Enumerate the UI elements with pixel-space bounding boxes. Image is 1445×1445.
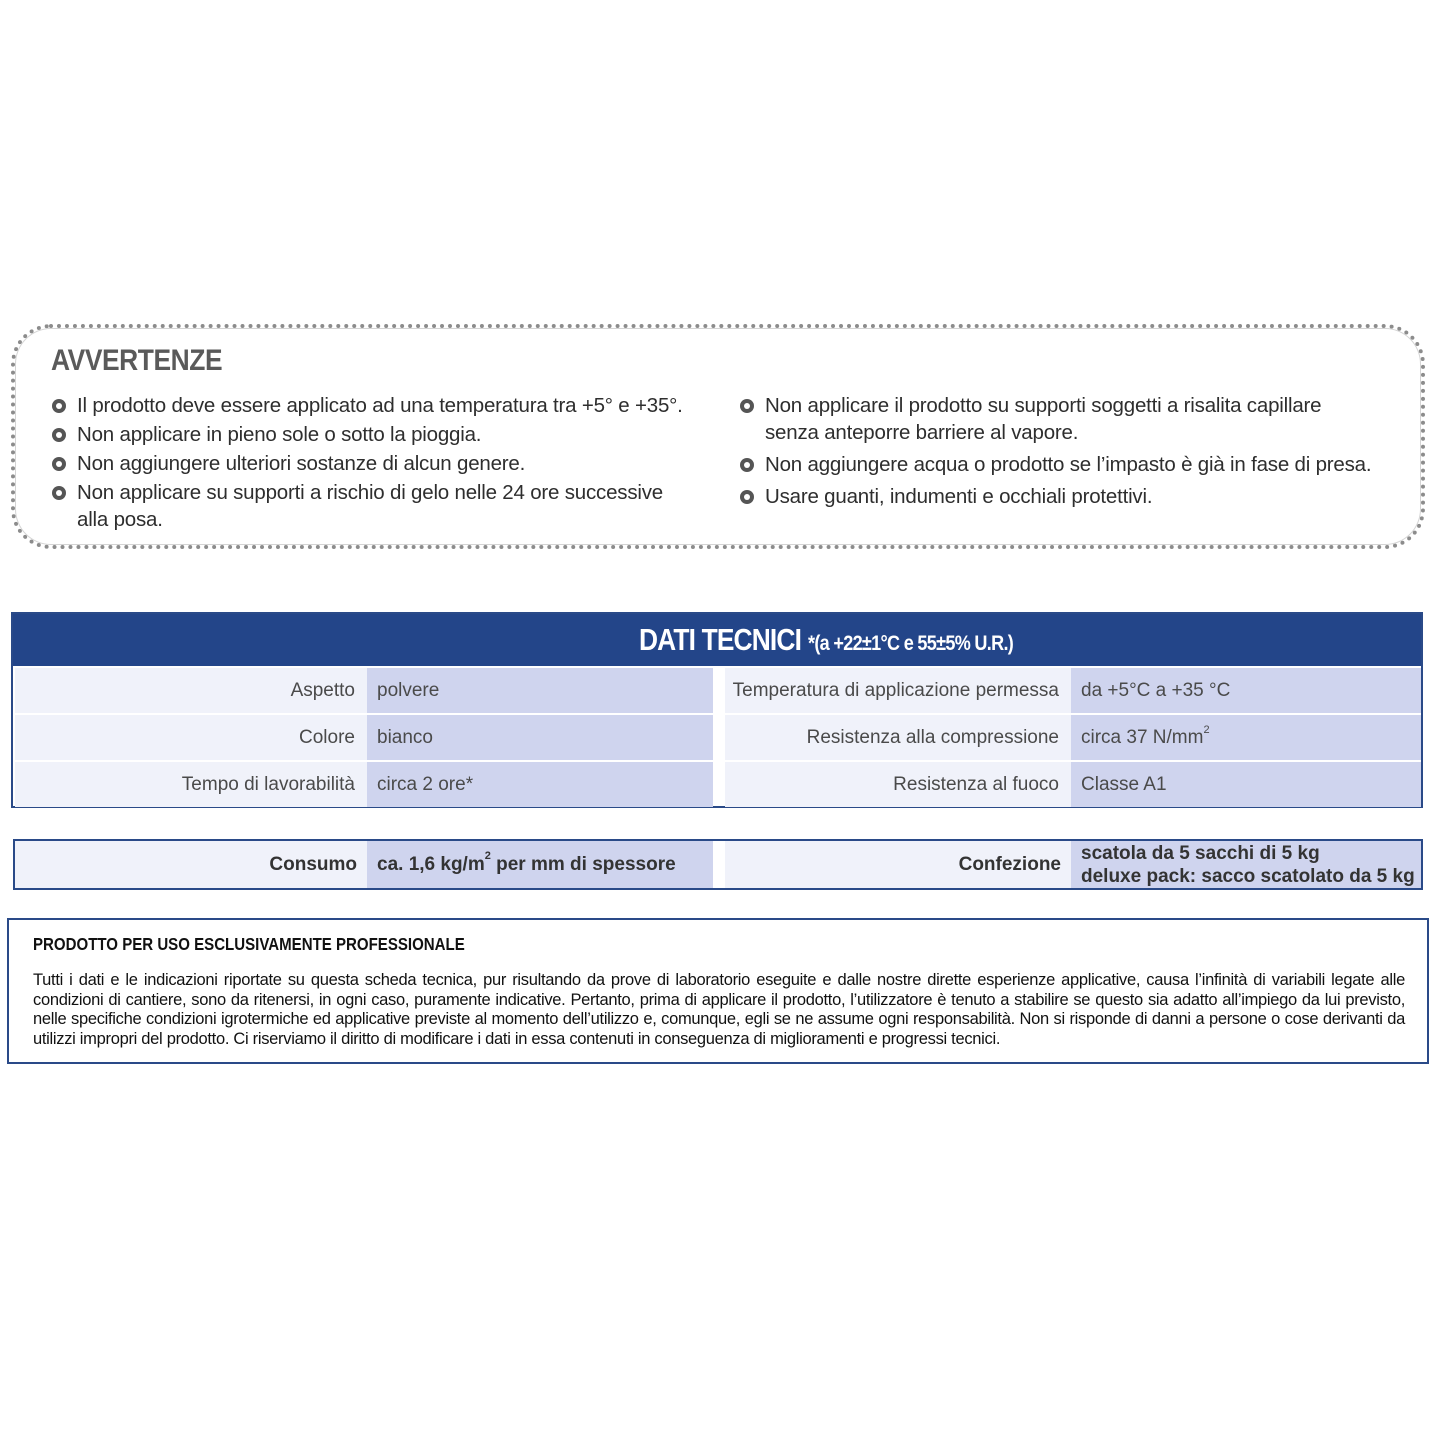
label-temperatura: Temperatura di applicazione permessa	[725, 668, 1071, 713]
warning-item: Usare guanti, indumenti e occhiali protettivi.	[739, 483, 1419, 510]
label-confezione: Confezione	[725, 841, 1071, 888]
bullet-icon	[52, 399, 66, 413]
bullet-icon	[740, 399, 754, 413]
bullet-icon	[740, 490, 754, 504]
warnings-list-left	[51, 392, 731, 535]
warning-item: Non applicare il prodotto su supporti soggetti a risalita capillare senza anteporre barriere al vapore.	[739, 392, 1339, 446]
disclaimer-title: PRODOTTO PER USO ESCLUSIVAMENTE PROFESSIONALE	[33, 934, 465, 954]
disclaimer-box	[7, 918, 1429, 1064]
technical-data-title: DATI TECNICI	[639, 622, 802, 657]
label-compressione: Resistenza alla compressione	[725, 715, 1071, 760]
label-consumo: Consumo	[15, 841, 367, 888]
value-colore: bianco	[367, 715, 713, 760]
warning-item: Non applicare in pieno sole o sotto la pioggia.	[51, 421, 731, 448]
value-fuoco: Classe A1	[1071, 762, 1421, 807]
disclaimer-text: Tutti i dati e le indicazioni riportate su questa scheda tecnica, pur risultando da prove di laboratorio eseguite e dalle nostre dirette esperienze applicative, causa l’infinità di variabili legate alle condizioni di cantiere, sono da ritenersi, in ogni caso, puramente indicative. Pertanto, prima di applicare il prodotto, l’utilizzatore è tenuto a stabilire se questo sia adatto all’impiego da lui previsto, nelle specifiche condizioni igrotermiche ed applicative previste al momento dell’utilizzo e, comunque, egli se ne assume ogni responsabilità. Non si risponde di danni a persone o cose derivanti da utilizzi impropri del prodotto. Ci riserviamo il diritto di modificare i dati in essa contenuti in conseguenza di miglioramenti e progressi tecnici.	[33, 971, 1405, 1048]
value-consumo: ca. 1,6 $kg/m^2$ per mm di spessore	[367, 841, 713, 888]
value-confezione: scatola da 5 sacchi di 5 kg deluxe pack: sacco scatolato da 5 kg	[1071, 841, 1421, 888]
bullet-icon	[52, 428, 66, 442]
bullet-icon	[740, 458, 754, 472]
label-fuoco: Resistenza al fuoco	[725, 762, 1071, 807]
warning-item: Non aggiungere acqua o prodotto se l’impasto è già in fase di presa.	[739, 451, 1419, 478]
value-aspetto: polvere	[367, 668, 713, 713]
value-lavorabilita: circa 2 ore*	[367, 762, 713, 807]
value-compressione: circa 37 $N/mm^2$	[1071, 715, 1421, 760]
warning-item: Il prodotto deve essere applicato ad una temperatura tra +5° e +35°.	[51, 392, 731, 419]
warning-item: Non applicare su supporti a rischio di gelo nelle 24 ore successive alla posa.	[51, 479, 691, 533]
label-colore: Colore	[15, 715, 367, 760]
value-temperatura: da +5°C a +35 °C	[1071, 668, 1421, 713]
label-aspetto: Aspetto	[15, 668, 367, 713]
warning-item: Non aggiungere ulteriori sostanze di alcun genere.	[51, 450, 731, 477]
technical-data-header	[13, 614, 1421, 666]
bullet-icon	[52, 457, 66, 471]
technical-data-subtitle: *(a +22±1°C e 55±5% U.R.)	[808, 632, 1014, 655]
technical-data-table	[11, 612, 1423, 808]
label-lavorabilita: Tempo di lavorabilità	[15, 762, 367, 807]
warnings-box	[11, 324, 1425, 549]
warnings-list-right	[739, 392, 1419, 515]
warnings-title: AVVERTENZE	[51, 344, 223, 377]
consumption-table	[13, 839, 1423, 890]
bullet-icon	[52, 486, 66, 500]
